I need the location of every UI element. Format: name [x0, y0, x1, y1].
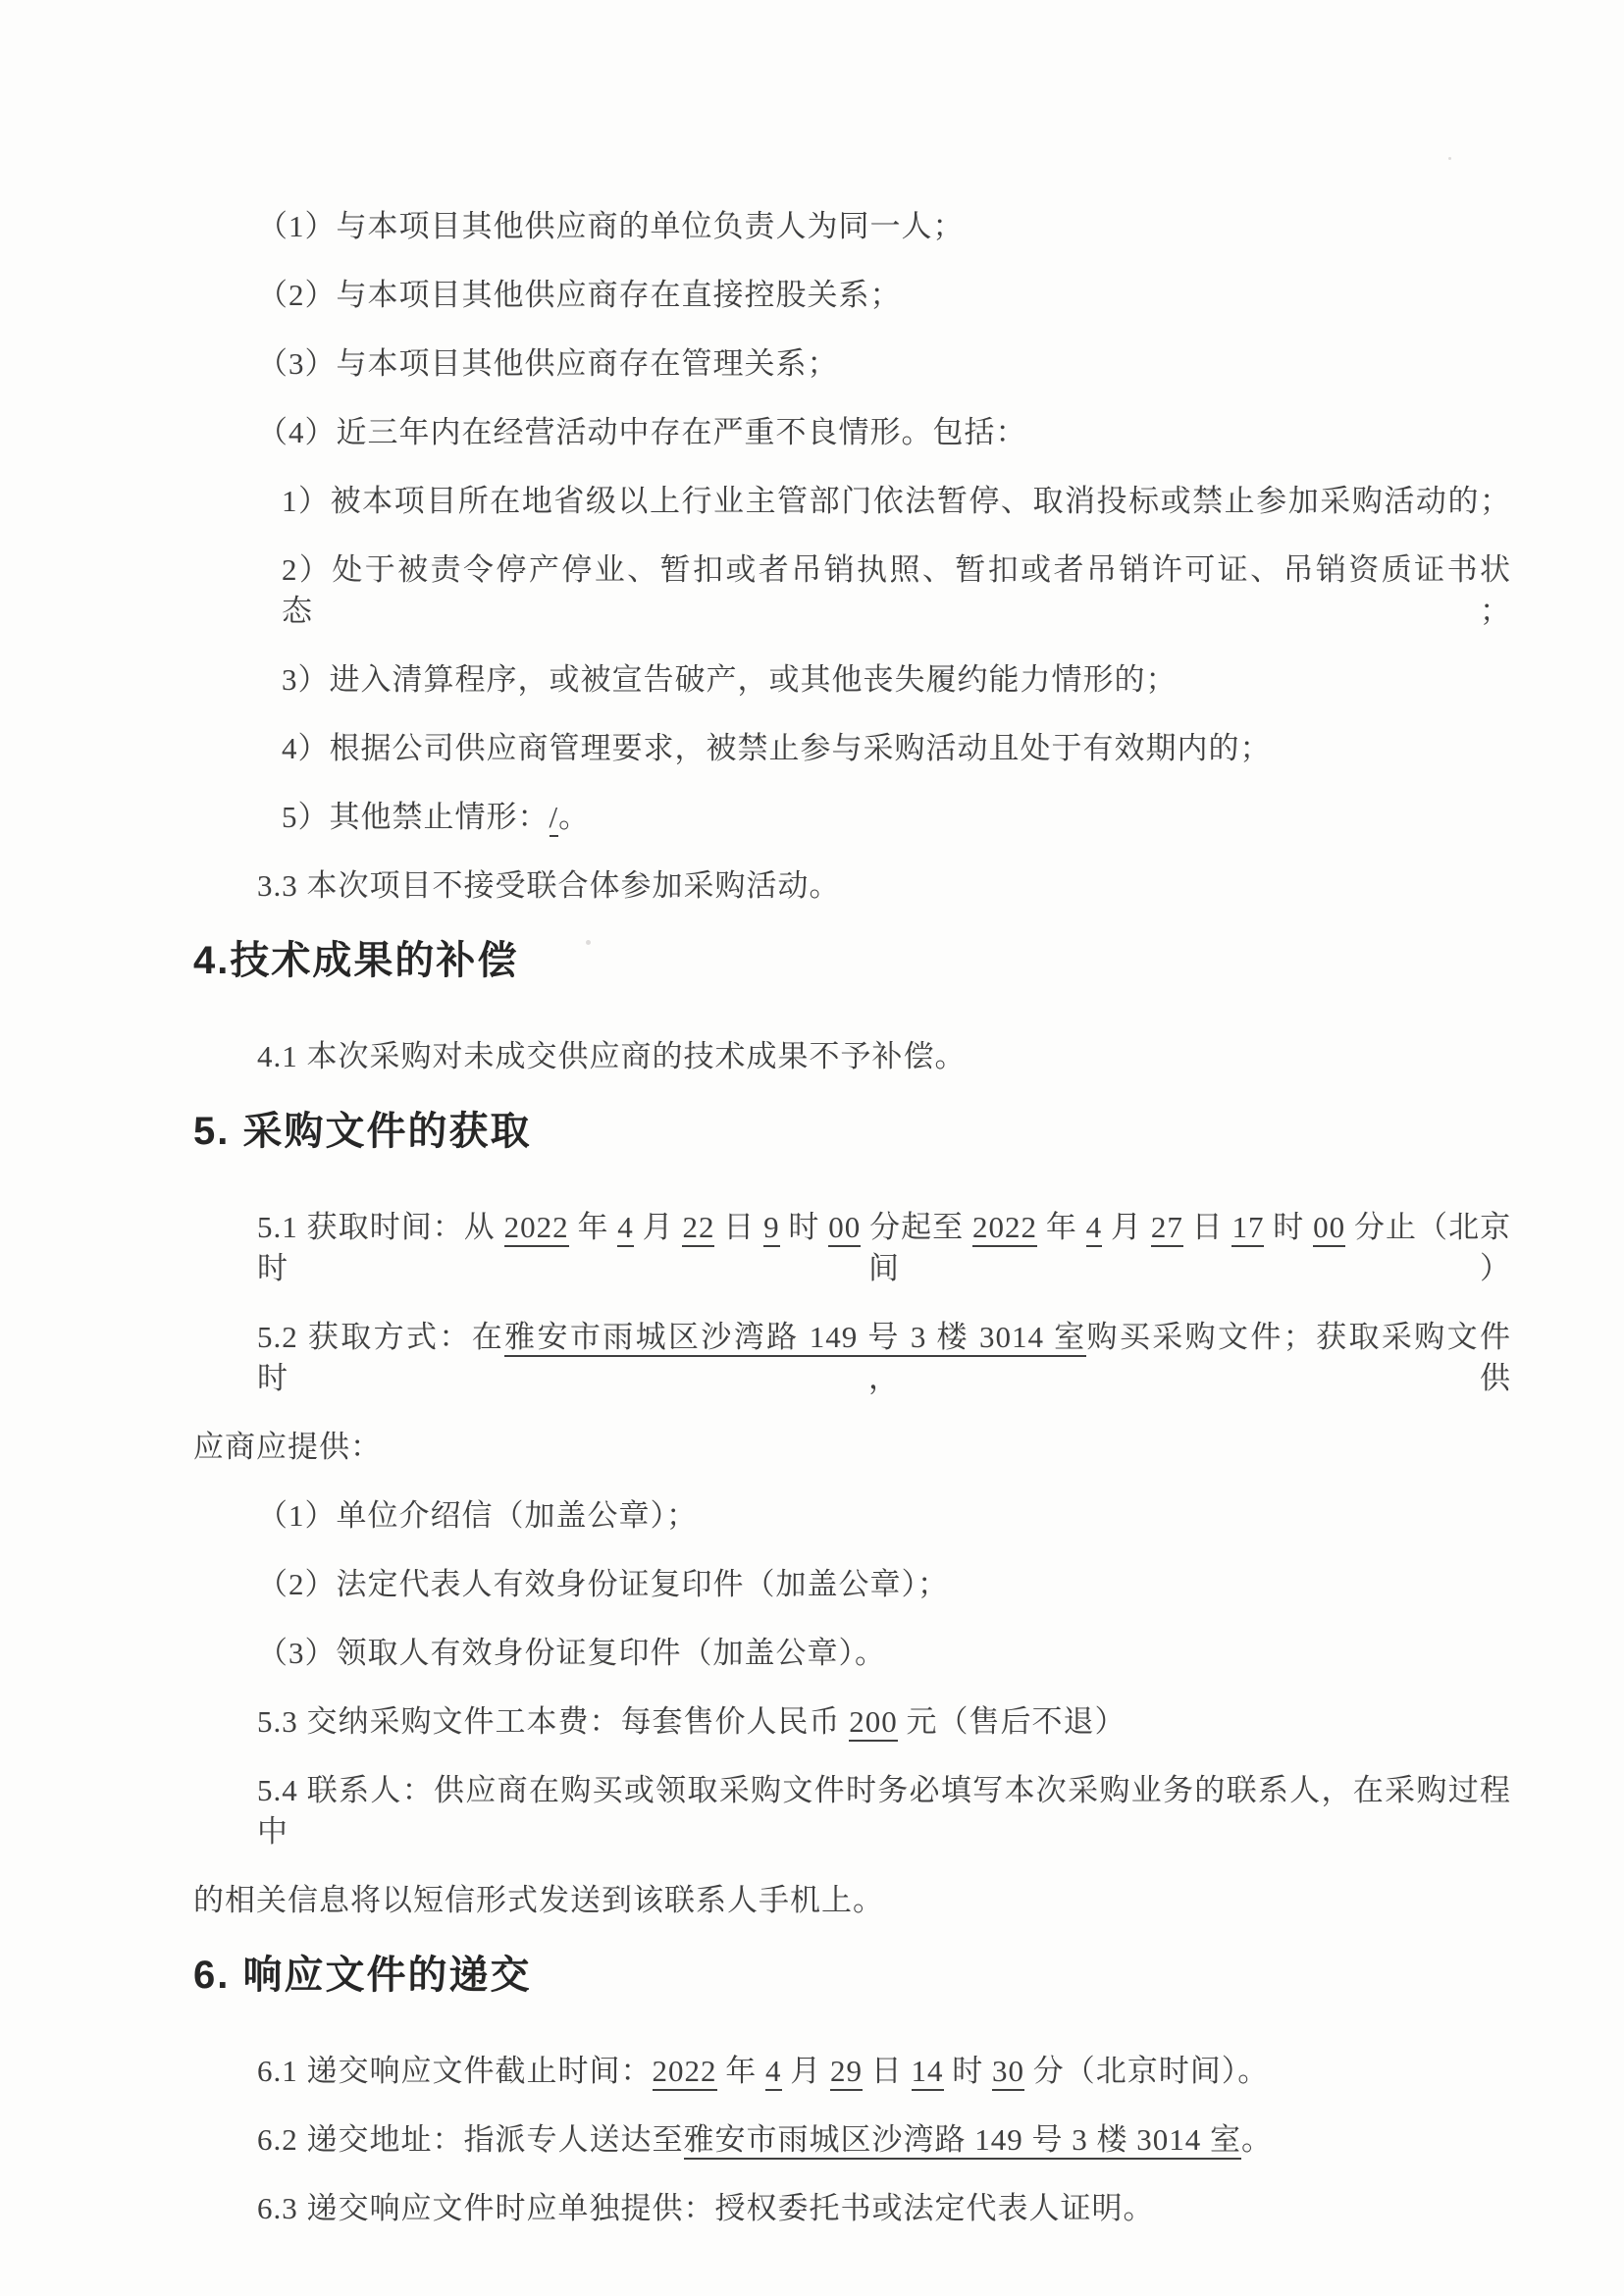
text-run: 月 — [633, 1210, 683, 1244]
clause-5-2-line1 — [193, 1317, 1511, 1399]
text-run: 购买采购文件；获取采购文件时，供 — [257, 1320, 1512, 1395]
document-body — [193, 206, 1511, 2257]
text-run: 5.3 交纳采购文件工本费：每套售价人民币 — [257, 1704, 850, 1739]
text-run: 年 — [716, 2054, 765, 2088]
text-run: 年 — [1037, 1210, 1086, 1244]
text-run: （4）近三年内在经营活动中存在严重不良情形。包括： — [257, 415, 1027, 449]
text-run: 日 — [1182, 1210, 1232, 1244]
item-5-2-2 — [193, 1564, 1511, 1605]
clause-6-1 — [193, 2051, 1511, 2092]
text-run: 1）被本项目所在地省级以上行业主管部门依法暂停、取消投标或禁止参加采购活动的； — [282, 484, 1511, 518]
text-run: 6.3 递交响应文件时应单独提供：授权委托书或法定代表人证明。 — [257, 2191, 1155, 2225]
text-run: 日 — [863, 2054, 912, 2088]
underlined-text: 4 — [617, 1210, 634, 1247]
text-run: 月 — [1102, 1210, 1151, 1244]
text-run: 月 — [781, 2054, 830, 2088]
text-run: 5.1 获取时间：从 — [257, 1210, 504, 1244]
scan-speckle — [1448, 157, 1451, 160]
clause-4-1 — [193, 1036, 1511, 1077]
text-run: （2）与本项目其他供应商存在直接控股关系； — [257, 278, 902, 312]
text-run: 6. 响应文件的递交 — [193, 1954, 532, 1997]
clause-5-2-line2 — [193, 1427, 1511, 1468]
underlined-text: 00 — [828, 1210, 861, 1247]
text-run: 3.3 本次项目不接受联合体参加采购活动。 — [257, 868, 841, 903]
text-run: 时 — [943, 2054, 992, 2088]
item-3-2-2 — [193, 275, 1511, 316]
underlined-text: 2022 — [504, 1210, 569, 1247]
text-run: 分起至 — [861, 1210, 973, 1244]
underlined-text: 22 — [682, 1210, 714, 1247]
underlined-text: 雅安市雨城区沙湾路 149 号 3 楼 3014 室 — [504, 1320, 1086, 1357]
text-run: 。 — [1241, 2122, 1273, 2157]
text-run: 4）根据公司供应商管理要求，被禁止参与采购活动且处于有效期内的； — [282, 731, 1272, 765]
text-run: （1）单位介绍信（加盖公章）； — [257, 1498, 698, 1533]
underlined-text: 4 — [1086, 1210, 1103, 1247]
text-run: 5.2 获取方式：在 — [257, 1320, 505, 1354]
underlined-text: 雅安市雨城区沙湾路 149 号 3 楼 3014 室 — [684, 2122, 1242, 2160]
underlined-text: 17 — [1231, 1210, 1264, 1247]
text-run: 分止（北京时间） — [257, 1210, 1512, 1285]
text-run: 4.1 本次采购对未成交供应商的技术成果不予补偿。 — [257, 1039, 967, 1073]
text-run: 3）进入清算程序，或被宣告破产，或其他丧失履约能力情形的； — [282, 662, 1178, 697]
text-run: （2）法定代表人有效身份证复印件（加盖公章）； — [257, 1567, 949, 1601]
item-3-2-1 — [193, 206, 1511, 247]
item-5-2-3 — [193, 1633, 1511, 1674]
clause-5-3 — [193, 1701, 1511, 1743]
text-run: 时 — [779, 1210, 829, 1244]
subitem-5 — [193, 797, 1511, 838]
text-run: 2）处于被责令停产停业、暂扣或者吊销执照、暂扣或者吊销许可证、吊销资质证书状态； — [282, 552, 1511, 628]
text-run: 5. 采购文件的获取 — [193, 1110, 532, 1153]
underlined-text: 9 — [763, 1210, 780, 1247]
clause-5-1 — [193, 1207, 1511, 1289]
underlined-text: 14 — [912, 2054, 944, 2091]
heading-6 — [193, 1949, 1511, 2002]
text-run: （3）领取人有效身份证复印件（加盖公章）。 — [257, 1636, 886, 1670]
text-run: 时 — [1264, 1210, 1314, 1244]
text-run: 分（北京时间）。 — [1024, 2054, 1270, 2088]
item-3-2-4 — [193, 412, 1511, 453]
clause-3-3 — [193, 865, 1511, 907]
text-run: 。 — [558, 800, 591, 834]
item-5-2-1 — [193, 1495, 1511, 1537]
text-run: 6.2 递交地址：指派专人送达至 — [257, 2122, 684, 2157]
text-run: 5）其他禁止情形： — [282, 800, 550, 834]
text-run: 的相关信息将以短信形式发送到该联系人手机上。 — [193, 1883, 884, 1917]
underlined-text: 2022 — [653, 2054, 717, 2091]
underlined-text: 29 — [830, 2054, 863, 2091]
text-run: （1）与本项目其他供应商的单位负责人为同一人； — [257, 209, 965, 243]
underlined-text: / — [550, 800, 559, 837]
text-run: 6.1 递交响应文件截止时间： — [257, 2054, 653, 2088]
text-run: 应商应提供： — [193, 1430, 382, 1464]
clause-6-3 — [193, 2188, 1511, 2229]
text-run: 年 — [568, 1210, 618, 1244]
item-3-2-3 — [193, 343, 1511, 385]
clause-5-4-line1 — [193, 1770, 1511, 1852]
scan-speckle — [586, 940, 591, 945]
subitem-3 — [193, 659, 1511, 701]
clause-5-4-line2 — [193, 1880, 1511, 1921]
underlined-text: 30 — [992, 2054, 1024, 2091]
underlined-text: 27 — [1151, 1210, 1183, 1247]
clause-6-2 — [193, 2119, 1511, 2161]
subitem-4 — [193, 728, 1511, 769]
subitem-2 — [193, 549, 1511, 632]
underlined-text: 00 — [1313, 1210, 1345, 1247]
underlined-text: 200 — [849, 1704, 898, 1742]
text-run: 元（售后不退） — [897, 1704, 1126, 1739]
underlined-text: 4 — [765, 2054, 782, 2091]
text-run: （3）与本项目其他供应商存在管理关系； — [257, 346, 839, 381]
heading-5 — [193, 1105, 1511, 1158]
subitem-1 — [193, 481, 1511, 522]
underlined-text: 2022 — [972, 1210, 1037, 1247]
text-run: 4.技术成果的补偿 — [193, 939, 519, 982]
text-run: 日 — [714, 1210, 764, 1244]
text-run: 5.4 联系人：供应商在购买或领取采购文件时务必填写本次采购业务的联系人，在采购过程中 — [257, 1773, 1511, 1849]
heading-4 — [193, 934, 1511, 987]
